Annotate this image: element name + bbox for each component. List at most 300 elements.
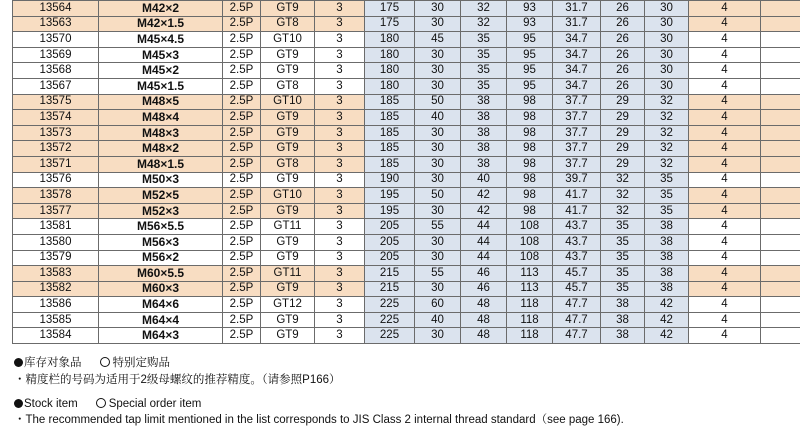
total-length-cell: 175	[365, 1, 415, 17]
gt-grade-cell: GT8	[261, 156, 315, 172]
shank-diameter-cell: 44	[461, 250, 507, 266]
en-legend	[14, 397, 201, 411]
stock-status-cell	[761, 172, 800, 188]
flutes-cell: 3	[315, 172, 365, 188]
neck-length-cell: 95	[507, 78, 553, 94]
pitch-class-cell: 2.5P	[223, 16, 261, 32]
square-length-cell: 35	[601, 266, 645, 282]
thread-size-cell: M42×1.5	[99, 16, 223, 32]
dimension-cell: 38	[645, 281, 689, 297]
pitch-class-cell: 2.5P	[223, 94, 261, 110]
stock-status-cell	[761, 156, 800, 172]
tap-spec-table	[12, 0, 800, 344]
shank-diameter-cell: 44	[461, 234, 507, 250]
cn-note-line: ・精度栏的号码为适用于2级母螺纹的推荐精度。（请参照P166）	[14, 374, 341, 386]
dimension-cell: 35	[645, 188, 689, 204]
thread-length-cell: 55	[415, 266, 461, 282]
flutes-cell: 3	[315, 1, 365, 17]
gt-grade-cell: GT9	[261, 47, 315, 63]
flutes-cell: 3	[315, 94, 365, 110]
square-length-cell: 38	[601, 312, 645, 328]
en-special-label: Special order item	[108, 398, 202, 410]
shank-diameter-cell: 42	[461, 203, 507, 219]
shank-diameter-cell: 35	[461, 63, 507, 79]
stock-status-cell	[761, 63, 800, 79]
square-length-cell: 38	[601, 297, 645, 313]
square-length-cell: 26	[601, 16, 645, 32]
flutes-cell: 3	[315, 156, 365, 172]
shank-diameter-cell: 35	[461, 32, 507, 48]
thread-length-cell: 40	[415, 110, 461, 126]
shank-diameter-cell: 44	[461, 219, 507, 235]
shank-diameter-cell: 46	[461, 281, 507, 297]
pitch-class-cell: 2.5P	[223, 1, 261, 17]
gt-grade-cell: GT9	[261, 281, 315, 297]
flutes-cell: 3	[315, 297, 365, 313]
product-code-cell: 13576	[13, 172, 99, 188]
square-size-cell: 43.7	[553, 250, 601, 266]
pitch-class-cell: 2.5P	[223, 125, 261, 141]
product-code-cell: 13582	[13, 281, 99, 297]
table-row	[13, 47, 800, 63]
neck-length-cell: 98	[507, 125, 553, 141]
total-length-cell: 215	[365, 281, 415, 297]
pitch-class-cell: 2.5P	[223, 312, 261, 328]
thread-length-cell: 30	[415, 234, 461, 250]
shank-diameter-cell: 35	[461, 47, 507, 63]
thread-size-cell: M48×1.5	[99, 156, 223, 172]
quantity-cell: 4	[689, 78, 761, 94]
square-size-cell: 37.7	[553, 141, 601, 157]
flutes-cell: 3	[315, 219, 365, 235]
quantity-cell: 4	[689, 110, 761, 126]
thread-length-cell: 30	[415, 250, 461, 266]
square-length-cell: 29	[601, 156, 645, 172]
total-length-cell: 190	[365, 172, 415, 188]
stock-status-cell	[761, 47, 800, 63]
product-code-cell: 13567	[13, 78, 99, 94]
shank-diameter-cell: 35	[461, 78, 507, 94]
thread-size-cell: M60×5.5	[99, 266, 223, 282]
flutes-cell: 3	[315, 281, 365, 297]
square-length-cell: 32	[601, 203, 645, 219]
thread-length-cell: 30	[415, 172, 461, 188]
thread-size-cell: M64×3	[99, 328, 223, 344]
thread-size-cell: M56×5.5	[99, 219, 223, 235]
neck-length-cell: 98	[507, 172, 553, 188]
thread-length-cell: 30	[415, 156, 461, 172]
dimension-cell: 30	[645, 78, 689, 94]
stock-status-cell	[761, 297, 800, 313]
thread-length-cell: 30	[415, 1, 461, 17]
dimension-cell: 32	[645, 156, 689, 172]
square-length-cell: 29	[601, 141, 645, 157]
gt-grade-cell: GT10	[261, 188, 315, 204]
dimension-cell: 38	[645, 234, 689, 250]
square-size-cell: 34.7	[553, 78, 601, 94]
dimension-cell: 30	[645, 47, 689, 63]
quantity-cell: 4	[689, 156, 761, 172]
gt-grade-cell: GT9	[261, 250, 315, 266]
square-size-cell: 34.7	[553, 63, 601, 79]
pitch-class-cell: 2.5P	[223, 250, 261, 266]
dimension-cell: 42	[645, 312, 689, 328]
quantity-cell: 4	[689, 219, 761, 235]
table-row	[13, 172, 800, 188]
square-size-cell: 31.7	[553, 16, 601, 32]
square-size-cell: 43.7	[553, 234, 601, 250]
shank-diameter-cell: 46	[461, 266, 507, 282]
square-length-cell: 26	[601, 47, 645, 63]
shank-diameter-cell: 38	[461, 110, 507, 126]
product-code-cell: 13575	[13, 94, 99, 110]
stock-status-cell	[761, 141, 800, 157]
gt-grade-cell: GT9	[261, 203, 315, 219]
thread-size-cell: M52×5	[99, 188, 223, 204]
gt-grade-cell: GT12	[261, 297, 315, 313]
table-row	[13, 110, 800, 126]
total-length-cell: 185	[365, 141, 415, 157]
square-length-cell: 35	[601, 219, 645, 235]
gt-grade-cell: GT8	[261, 16, 315, 32]
thread-length-cell: 30	[415, 141, 461, 157]
square-size-cell: 37.7	[553, 156, 601, 172]
gt-grade-cell: GT11	[261, 219, 315, 235]
thread-size-cell: M64×4	[99, 312, 223, 328]
pitch-class-cell: 2.5P	[223, 63, 261, 79]
square-size-cell: 34.7	[553, 47, 601, 63]
pitch-class-cell: 2.5P	[223, 297, 261, 313]
table-row	[13, 312, 800, 328]
flutes-cell: 3	[315, 78, 365, 94]
thread-length-cell: 40	[415, 312, 461, 328]
thread-size-cell: M48×2	[99, 141, 223, 157]
gt-grade-cell: GT9	[261, 141, 315, 157]
flutes-cell: 3	[315, 125, 365, 141]
thread-length-cell: 30	[415, 125, 461, 141]
pitch-class-cell: 2.5P	[223, 219, 261, 235]
table-row	[13, 328, 800, 344]
neck-length-cell: 93	[507, 1, 553, 17]
dimension-cell: 32	[645, 141, 689, 157]
gt-grade-cell: GT9	[261, 1, 315, 17]
total-length-cell: 180	[365, 47, 415, 63]
neck-length-cell: 98	[507, 94, 553, 110]
thread-size-cell: M45×3	[99, 47, 223, 63]
total-length-cell: 180	[365, 78, 415, 94]
square-size-cell: 47.7	[553, 328, 601, 344]
square-length-cell: 26	[601, 32, 645, 48]
stock-status-cell	[761, 234, 800, 250]
quantity-cell: 4	[689, 47, 761, 63]
table-row	[13, 156, 800, 172]
square-length-cell: 26	[601, 78, 645, 94]
pitch-class-cell: 2.5P	[223, 281, 261, 297]
square-size-cell: 47.7	[553, 312, 601, 328]
dimension-cell: 30	[645, 63, 689, 79]
shank-diameter-cell: 38	[461, 156, 507, 172]
product-code-cell: 13563	[13, 16, 99, 32]
stock-status-cell	[761, 312, 800, 328]
product-code-cell: 13564	[13, 1, 99, 17]
square-length-cell: 29	[601, 94, 645, 110]
flutes-cell: 3	[315, 266, 365, 282]
flutes-cell: 3	[315, 188, 365, 204]
flutes-cell: 3	[315, 203, 365, 219]
thread-length-cell: 30	[415, 47, 461, 63]
total-length-cell: 195	[365, 203, 415, 219]
pitch-class-cell: 2.5P	[223, 188, 261, 204]
square-size-cell: 34.7	[553, 32, 601, 48]
neck-length-cell: 118	[507, 328, 553, 344]
open-circle-icon	[96, 398, 106, 408]
table-body	[13, 1, 800, 344]
total-length-cell: 205	[365, 219, 415, 235]
thread-length-cell: 30	[415, 63, 461, 79]
square-size-cell: 41.7	[553, 188, 601, 204]
stock-status-cell	[761, 78, 800, 94]
flutes-cell: 3	[315, 32, 365, 48]
thread-size-cell: M50×3	[99, 172, 223, 188]
pitch-class-cell: 2.5P	[223, 32, 261, 48]
total-length-cell: 225	[365, 297, 415, 313]
shank-diameter-cell: 40	[461, 172, 507, 188]
dimension-cell: 30	[645, 1, 689, 17]
table-row	[13, 141, 800, 157]
square-size-cell: 43.7	[553, 219, 601, 235]
gt-grade-cell: GT9	[261, 328, 315, 344]
total-length-cell: 215	[365, 266, 415, 282]
product-code-cell: 13584	[13, 328, 99, 344]
stock-status-cell	[761, 110, 800, 126]
product-code-cell: 13580	[13, 234, 99, 250]
quantity-cell: 4	[689, 188, 761, 204]
thread-size-cell: M48×5	[99, 94, 223, 110]
shank-diameter-cell: 38	[461, 125, 507, 141]
solid-circle-icon	[14, 358, 23, 367]
stock-status-cell	[761, 1, 800, 17]
dimension-cell: 32	[645, 125, 689, 141]
neck-length-cell: 98	[507, 141, 553, 157]
dimension-cell: 32	[645, 94, 689, 110]
en-stock-label: Stock item	[24, 398, 78, 410]
neck-length-cell: 118	[507, 297, 553, 313]
pitch-class-cell: 2.5P	[223, 234, 261, 250]
thread-length-cell: 55	[415, 219, 461, 235]
neck-length-cell: 108	[507, 219, 553, 235]
dimension-cell: 42	[645, 297, 689, 313]
dimension-cell: 38	[645, 250, 689, 266]
neck-length-cell: 95	[507, 47, 553, 63]
table-row	[13, 234, 800, 250]
quantity-cell: 4	[689, 63, 761, 79]
square-size-cell: 37.7	[553, 125, 601, 141]
pitch-class-cell: 2.5P	[223, 266, 261, 282]
product-code-cell: 13574	[13, 110, 99, 126]
gt-grade-cell: GT10	[261, 94, 315, 110]
table-row	[13, 16, 800, 32]
stock-status-cell	[761, 219, 800, 235]
thread-length-cell: 60	[415, 297, 461, 313]
quantity-cell: 4	[689, 141, 761, 157]
flutes-cell: 3	[315, 328, 365, 344]
thread-length-cell: 50	[415, 188, 461, 204]
stock-status-cell	[761, 125, 800, 141]
table-row	[13, 125, 800, 141]
neck-length-cell: 93	[507, 16, 553, 32]
product-code-cell: 13585	[13, 312, 99, 328]
open-circle-icon	[100, 357, 110, 367]
flutes-cell: 3	[315, 63, 365, 79]
square-length-cell: 29	[601, 110, 645, 126]
shank-diameter-cell: 48	[461, 312, 507, 328]
square-length-cell: 26	[601, 1, 645, 17]
cn-legend	[14, 356, 170, 370]
thread-size-cell: M60×3	[99, 281, 223, 297]
dimension-cell: 30	[645, 32, 689, 48]
cn-special-label: 特别定购品	[112, 357, 170, 369]
gt-grade-cell: GT9	[261, 125, 315, 141]
pitch-class-cell: 2.5P	[223, 47, 261, 63]
flutes-cell: 3	[315, 312, 365, 328]
stock-status-cell	[761, 328, 800, 344]
quantity-cell: 4	[689, 16, 761, 32]
shank-diameter-cell: 38	[461, 141, 507, 157]
thread-size-cell: M42×2	[99, 1, 223, 17]
product-code-cell: 13581	[13, 219, 99, 235]
product-code-cell: 13573	[13, 125, 99, 141]
stock-status-cell	[761, 203, 800, 219]
shank-diameter-cell: 38	[461, 94, 507, 110]
flutes-cell: 3	[315, 250, 365, 266]
square-size-cell: 45.7	[553, 281, 601, 297]
thread-size-cell: M45×4.5	[99, 32, 223, 48]
stock-status-cell	[761, 281, 800, 297]
thread-size-cell: M56×2	[99, 250, 223, 266]
table-row	[13, 297, 800, 313]
dimension-cell: 35	[645, 172, 689, 188]
table-row	[13, 203, 800, 219]
dimension-cell: 35	[645, 203, 689, 219]
pitch-class-cell: 2.5P	[223, 141, 261, 157]
product-code-cell: 13571	[13, 156, 99, 172]
table-row	[13, 1, 800, 17]
stock-status-cell	[761, 250, 800, 266]
neck-length-cell: 98	[507, 188, 553, 204]
square-size-cell: 37.7	[553, 110, 601, 126]
dimension-cell: 32	[645, 110, 689, 126]
total-length-cell: 225	[365, 312, 415, 328]
thread-length-cell: 45	[415, 32, 461, 48]
shank-diameter-cell: 48	[461, 297, 507, 313]
flutes-cell: 3	[315, 110, 365, 126]
pitch-class-cell: 2.5P	[223, 172, 261, 188]
neck-length-cell: 98	[507, 156, 553, 172]
flutes-cell: 3	[315, 16, 365, 32]
en-note-line: ・The recommended tap limit mentioned in the list corresponds to JIS Class 2 internal thread standard（see page 166).	[14, 414, 624, 426]
dimension-cell: 38	[645, 219, 689, 235]
gt-grade-cell: GT10	[261, 32, 315, 48]
quantity-cell: 4	[689, 281, 761, 297]
shank-diameter-cell: 32	[461, 1, 507, 17]
neck-length-cell: 95	[507, 32, 553, 48]
gt-grade-cell: GT9	[261, 110, 315, 126]
square-size-cell: 39.7	[553, 172, 601, 188]
quantity-cell: 4	[689, 250, 761, 266]
thread-length-cell: 30	[415, 281, 461, 297]
shank-diameter-cell: 32	[461, 16, 507, 32]
total-length-cell: 180	[365, 63, 415, 79]
shank-diameter-cell: 48	[461, 328, 507, 344]
table-row	[13, 32, 800, 48]
flutes-cell: 3	[315, 47, 365, 63]
neck-length-cell: 113	[507, 281, 553, 297]
thread-length-cell: 30	[415, 203, 461, 219]
table-row	[13, 188, 800, 204]
pitch-class-cell: 2.5P	[223, 203, 261, 219]
thread-length-cell: 30	[415, 78, 461, 94]
thread-size-cell: M64×6	[99, 297, 223, 313]
quantity-cell: 4	[689, 297, 761, 313]
thread-length-cell: 50	[415, 94, 461, 110]
square-size-cell: 31.7	[553, 1, 601, 17]
neck-length-cell: 95	[507, 63, 553, 79]
total-length-cell: 225	[365, 328, 415, 344]
stock-status-cell	[761, 188, 800, 204]
square-size-cell: 45.7	[553, 266, 601, 282]
neck-length-cell: 118	[507, 312, 553, 328]
product-code-cell: 13572	[13, 141, 99, 157]
neck-length-cell: 98	[507, 110, 553, 126]
pitch-class-cell: 2.5P	[223, 156, 261, 172]
shank-diameter-cell: 42	[461, 188, 507, 204]
quantity-cell: 4	[689, 1, 761, 17]
cn-stock-label: 库存对象品	[24, 357, 82, 369]
neck-length-cell: 108	[507, 234, 553, 250]
table-row	[13, 94, 800, 110]
stock-status-cell	[761, 16, 800, 32]
product-code-cell: 13577	[13, 203, 99, 219]
quantity-cell: 4	[689, 203, 761, 219]
thread-length-cell: 30	[415, 16, 461, 32]
table-row	[13, 219, 800, 235]
gt-grade-cell: GT9	[261, 312, 315, 328]
stock-status-cell	[761, 32, 800, 48]
product-code-cell: 13569	[13, 47, 99, 63]
neck-length-cell: 108	[507, 250, 553, 266]
total-length-cell: 185	[365, 156, 415, 172]
quantity-cell: 4	[689, 266, 761, 282]
thread-size-cell: M52×3	[99, 203, 223, 219]
square-length-cell: 32	[601, 188, 645, 204]
quantity-cell: 4	[689, 312, 761, 328]
pitch-class-cell: 2.5P	[223, 328, 261, 344]
stock-status-cell	[761, 266, 800, 282]
square-length-cell: 38	[601, 328, 645, 344]
total-length-cell: 185	[365, 110, 415, 126]
quantity-cell: 4	[689, 32, 761, 48]
square-length-cell: 35	[601, 234, 645, 250]
table-row	[13, 281, 800, 297]
thread-size-cell: M56×3	[99, 234, 223, 250]
total-length-cell: 175	[365, 16, 415, 32]
square-size-cell: 41.7	[553, 203, 601, 219]
thread-size-cell: M45×2	[99, 63, 223, 79]
total-length-cell: 205	[365, 234, 415, 250]
flutes-cell: 3	[315, 141, 365, 157]
square-length-cell: 35	[601, 281, 645, 297]
total-length-cell: 185	[365, 94, 415, 110]
